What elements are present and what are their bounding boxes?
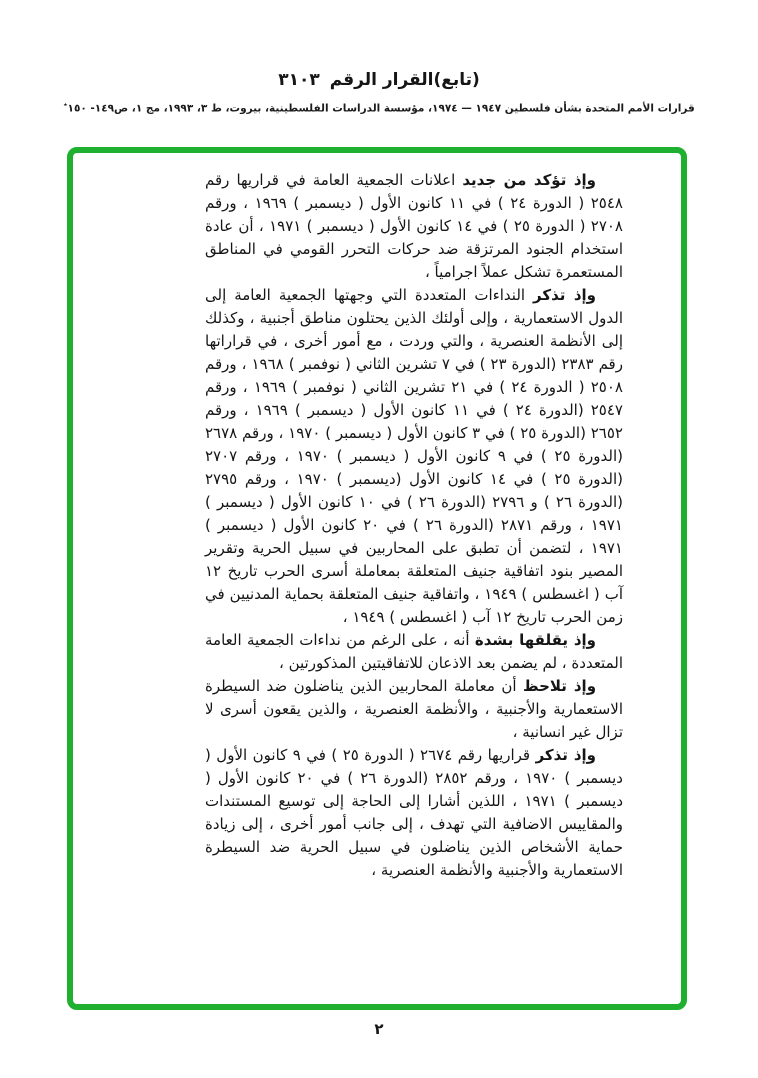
paragraph-lead: وإذ تذكر (535, 746, 596, 764)
paragraph-text: أن معاملة المحاربين الذين يناضلون ضد السيطرة الاستعمارية والأجنبية ، والأنظمة العنصرية ، والذين يقعون أسرى لا تزال غير انسانية ، (205, 677, 623, 741)
source-footnote (0, 100, 758, 115)
page-title: (تابع)القرار الرقم (329, 70, 480, 90)
paragraph-text: النداءات المتعددة التي وجهتها الجمعية العامة إلى الدول الاستعمارية ، وإلى أولئك الذين يحتلون مناطق أجنبية ، وكذلك إلى الأنظمة العنصرية ، والتي وردت ، مع أمور أخرى ، في قراراتها رقم ٢٣٨٣ (الدورة ٢٣ ) في ٧ تشرين الثاني ( نوفمبر ) ١٩٦٨ ، ورقم ٢٥٠٨ ( الدورة ٢٤ ) في ٢١ تشرين الثاني ( نوفمبر ) ١٩٦٩ ، ورقم ٢٥٤٧ (الدورة ٢٤ ) في ١١ كانون الأول ( ديسمبر ) ١٩٦٩ ، ورقم ٢٦٥٢ (الدورة ٢٥ ) في ٣ كانون الأول ( ديسمبر ) ١٩٧٠ ، ورقم ٢٦٧٨ (الدورة ٢٥ ) في ٩ كانون الأول ( ديسمبر ) ١٩٧٠ ، ورقم ٢٧٠٧ (الدورة ٢٥ ) في ١٤ كانون الأول (ديسمبر ) ١٩٧٠ ، ورقم ٢٧٩٥ (الدورة ٢٦ ) و ٢٧٩٦ (الدورة ٢٦ ) في ١٠ كانون الأول ( ديسمبر ) ١٩٧١ ، ورقم ٢٨٧١ (الدورة ٢٦ ) في ٢٠ كانون الأول ( ديسمبر ) ١٩٧١ ، لتضمن أن تطبق على المحاربين في سبيل الحرية وتقرير المصير بنود اتفاقية جنيف المتعلقة بمعاملة أسرى الحرب تاريخ ١٢ آب ( اغسطس ) ١٩٤٩ ، واتفاقية جنيف المتعلقة بحماية المدنيين في زمن الحرب تاريخ ١٢ آب ( اغسطس ) ١٩٤٩ ، (205, 286, 623, 626)
paragraph (205, 675, 623, 744)
resolution-frame (67, 147, 687, 1010)
paragraph-lead: وإذ تؤكد من جديد (462, 171, 596, 189)
paragraph-text: أنه ، على الرغم من نداءات الجمعية العامة المتعددة ، لم يضمن بعد الاذعان للاتفاقيتين المذكورتين ، (205, 631, 623, 672)
paragraph-text: اعلانات الجمعية العامة في قراريها رقم ٢٥٤٨ ( الدورة ٢٤ ) في ١١ كانون الأول ( ديسمبر ) ١٩٦٩ ، ورقم ٢٧٠٨ ( الدورة ٢٥ ) في ١٤ كانون الأول ( ديسمبر ) ١٩٧١ ، أن عادة استخدام الجنود المرتزقة ضد حركات التحرر القومي في المناطق المستعمرة تشكل عملاً اجرامياً ، (205, 171, 623, 281)
paragraph-lead: وإذ تذكر (533, 286, 596, 304)
source-footnote-text: قرارات الأمم المتحدة بشأن فلسطين ١٩٤٧ — ١٩٧٤، مؤسسة الدراسات الفلسطينية، بيروت، ط ٣، ١٩٩٣، مج ١، ص١٤٩- ١٥٠ (67, 102, 695, 115)
resolution-number: ٣١٠٣ (278, 70, 320, 90)
paragraph (205, 744, 623, 882)
page-header (0, 70, 758, 90)
paragraph-lead: وإذ تلاحظ (523, 677, 597, 695)
paragraph-text: قراريها رقم ٢٦٧٤ ( الدورة ٢٥ ) في ٩ كانون الأول ( ديسمبر ) ١٩٧٠ ، ورقم ٢٨٥٢ (الدورة ٢٦ ) في ٢٠ كانون الأول ( ديسمبر ) ١٩٧١ ، اللذين أشارا إلى الحاجة إلى توسيع المستندات والمقاييس الاضافية التي تهدف ، إلى جانب أمور أخرى ، إلى زيادة حماية الأشخاص الذين يناضلون في سبيل الحرية ضد السيطرة الاستعمارية والأجنبية والأنظمة العنصرية ، (205, 746, 623, 879)
footnote-marker: ٭ (63, 100, 68, 109)
page-number: ٢ (374, 1020, 384, 1038)
paragraph (205, 284, 623, 629)
resolution-text (205, 169, 623, 882)
paragraph (205, 629, 623, 675)
paragraph-lead: وإذ يقلقها بشدة (474, 631, 596, 649)
paragraph (205, 169, 623, 284)
